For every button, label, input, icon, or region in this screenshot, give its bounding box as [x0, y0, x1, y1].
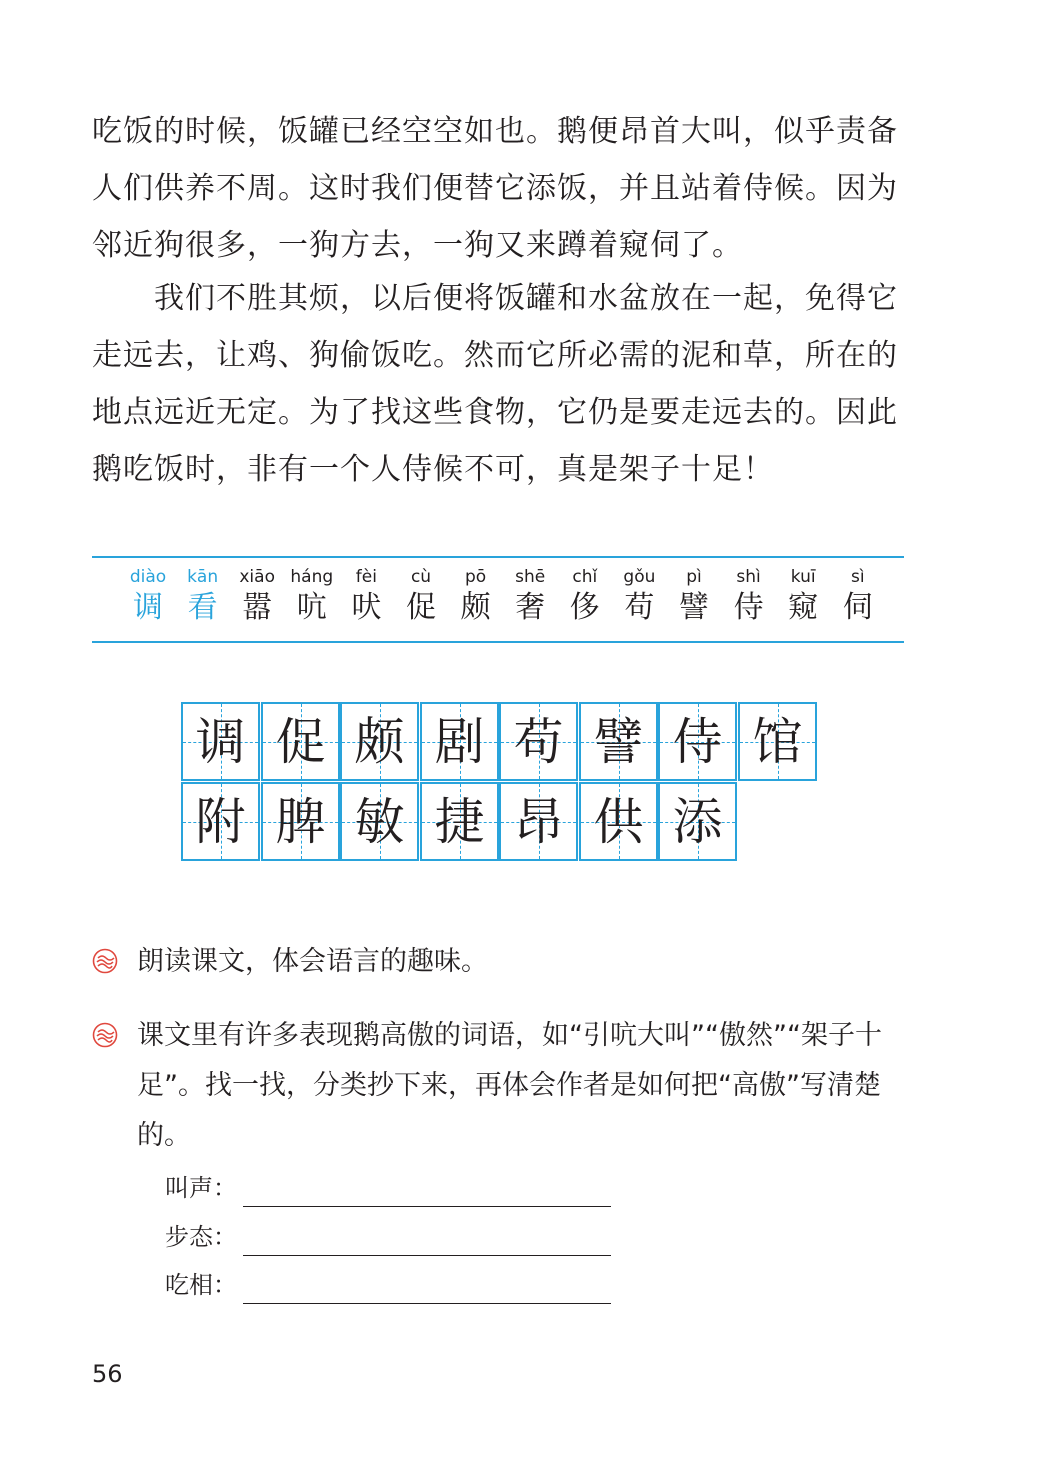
grid-char: 添	[672, 793, 723, 851]
vocab-pinyin: háng	[290, 567, 334, 587]
vocab-pinyin: xiāo	[239, 567, 275, 587]
grid-char: 附	[195, 793, 246, 851]
vocab-divider-bottom	[92, 641, 904, 643]
vocab-char: 苟	[624, 590, 655, 625]
grid-char: 敏	[354, 793, 405, 851]
fill-label: 步态：	[165, 1223, 237, 1251]
vocab-pinyin: kuī	[790, 567, 816, 587]
grid-char: 苟	[513, 713, 564, 771]
vocab-char: 譬	[679, 590, 709, 625]
page-number: 56	[92, 1360, 123, 1388]
grid-cell	[499, 702, 578, 781]
grid-cell	[340, 782, 419, 861]
vocab-char: 调	[133, 590, 163, 625]
grid-cell	[261, 702, 340, 781]
answer-line[interactable]	[243, 1303, 611, 1304]
grid-char: 昂	[513, 793, 564, 851]
vocab-char: 嚣	[242, 590, 273, 625]
vocab-char: 促	[406, 590, 436, 625]
vocab-char: 侈	[569, 590, 600, 625]
vocab-char: 看	[187, 590, 218, 625]
grid-cell	[738, 702, 817, 781]
vocab-pinyin: fèi	[355, 567, 377, 587]
grid-char: 颇	[354, 713, 405, 771]
grid-cell	[658, 782, 737, 861]
grid-cell	[181, 702, 260, 781]
vocab-pinyin: chǐ	[572, 567, 598, 587]
grid-char: 捷	[434, 793, 485, 851]
vocab-char: 伺	[842, 590, 873, 625]
grid-cell	[579, 782, 658, 861]
vocab-char: 侍	[733, 590, 764, 625]
grid-cell	[181, 782, 260, 861]
vocab-pinyin: pì	[686, 567, 702, 587]
vocab-char: 吭	[296, 590, 327, 625]
vocab-char: 奢	[515, 590, 546, 625]
vocab-list	[0, 566, 1044, 636]
vocab-pinyin: shì	[736, 567, 761, 587]
grid-char: 譬	[593, 713, 644, 771]
vocab-pinyin: pō	[464, 567, 487, 587]
grid-cell	[420, 702, 499, 781]
fill-label: 吃相：	[165, 1271, 237, 1299]
grid-char: 脾	[275, 793, 326, 851]
grid-char: 调	[195, 713, 246, 771]
vocab-pinyin: gǒu	[623, 567, 656, 587]
question-2-text: 课文里有许多表现鹅高傲的词语，如“引吭大叫”“傲然”“架子十足”。找一找，分类抄下来，再体会作者是如何把“高傲”写清楚的。	[137, 1020, 882, 1151]
paragraph-1: 吃饭的时候，饭罐已经空空如也。鹅便昂首大叫，似乎责备人们供养不周。这时我们便替它添饭，并且站着侍候。因为邻近狗很多，一狗方去，一狗又来蹲着窥伺了。	[92, 114, 898, 263]
grid-char: 剧	[434, 713, 485, 771]
vocab-pinyin: shē	[515, 567, 546, 587]
vocab-divider-top	[92, 556, 904, 558]
vocab-char: 颇	[460, 590, 491, 625]
fill-label: 叫声：	[165, 1174, 237, 1202]
seal-icon	[92, 948, 118, 974]
grid-cell	[420, 782, 499, 861]
vocab-pinyin: sì	[851, 567, 865, 587]
grid-char: 促	[275, 713, 326, 771]
vocab-pinyin: kān	[187, 567, 219, 587]
grid-char: 馆	[752, 713, 803, 771]
vocab-pinyin: diào	[129, 567, 167, 587]
answer-line[interactable]	[243, 1206, 611, 1207]
vocab-item	[823, 566, 893, 628]
seal-icon	[92, 1022, 118, 1048]
grid-cell	[499, 782, 578, 861]
grid-char: 供	[593, 793, 644, 851]
grid-cell	[261, 782, 340, 861]
vocab-pinyin: cù	[410, 567, 432, 587]
grid-cell	[658, 702, 737, 781]
vocab-char: 窥	[788, 590, 819, 625]
question-1-text: 朗读课文，体会语言的趣味。	[137, 946, 488, 977]
vocab-char: 吠	[351, 590, 382, 625]
grid-char: 侍	[672, 713, 723, 771]
grid-cell	[340, 702, 419, 781]
grid-cell	[579, 702, 658, 781]
answer-line[interactable]	[243, 1255, 611, 1256]
paragraph-2: 我们不胜其烦，以后便将饭罐和水盆放在一起，免得它走远去，让鸡、狗偷饭吃。然而它所必需的泥和草，所在的地点远近无定。为了找这些食物，它仍是要走远去的。因此鹅吃饭时，非有一个人侍候不可，真是架子十足！	[92, 281, 898, 487]
